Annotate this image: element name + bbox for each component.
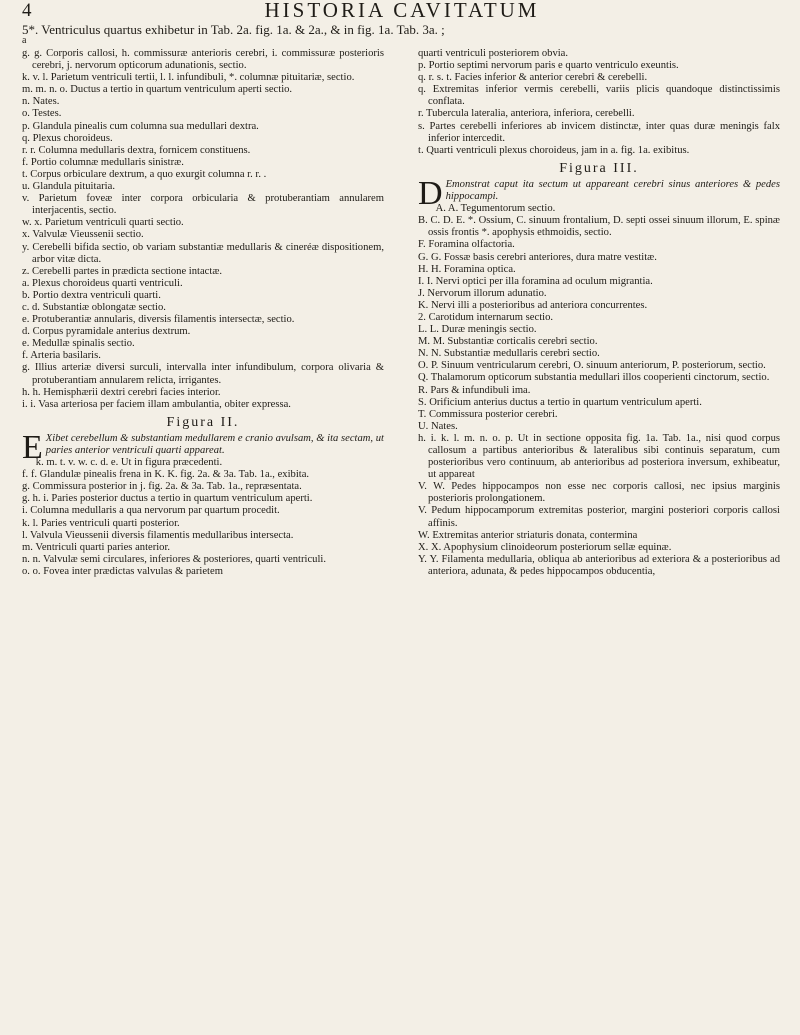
legend-entry: y. Cerebelli bifida sectio, ob variam substantiæ medullaris & cineréæ dispositionem, arbor vitæ dicta. <box>22 241 384 265</box>
legend-entry: e. Protuberantiæ annularis, diversis filamentis intersectæ, sectio. <box>22 314 295 326</box>
left-entry-list <box>22 48 384 411</box>
legend-entry: d. Corpus pyramidale anterius dextrum. <box>22 326 191 338</box>
legend-entry: T. Commissura posterior cerebri. <box>418 408 558 420</box>
right-entry-list <box>418 48 780 157</box>
figure2-heading: Figura II. <box>166 414 240 430</box>
legend-entry: h. h. Hemisphærii dextri cerebri facies interior. <box>22 386 221 398</box>
legend-entry: J. Nervorum illorum adunatio. <box>418 287 547 299</box>
legend-entry: x. Valvulæ Vieussenii sectio. <box>22 229 144 241</box>
legend-entry: p. Portio septimi nervorum paris e quarto ventriculo exeuntis. <box>418 60 679 72</box>
legend-entry: h. i. k. l. m. n. o. p. Ut in sectione opposita fig. 1a. Tab. 1a., nisi quod corpus callosum a partibus anterioribus & lateralibus sibi continuis separatum, cum posterioribus vero continuum, ab anterioribus ad posteriora inversum, exhibeatur, ut appareat <box>418 432 780 481</box>
legend-entry: Y. Y. Filamenta medullaria, obliqua ab anterioribus ad exteriora & a posterioribus ad anteriora, adunata, & pedes hippocampos obducentia, <box>418 553 780 577</box>
intro-line: 5*. Ventriculus quartus exhibetur in Tab. 2a. fig. 1a. & 2a., & in fig. 1a. Tab. 3a. ; <box>22 22 445 37</box>
legend-entry: i. Columna medullaris a qua nervorum par quartum procedit. <box>22 505 280 517</box>
legend-entry: 2. Carotidum internarum sectio. <box>418 311 554 323</box>
page-number: 4 <box>22 0 32 21</box>
legend-entry: z. Cerebelli partes in prædicta sectione intactæ. <box>22 265 223 277</box>
legend-entry: k. m. t. v. w. c. d. e. Ut in figura præcedenti. <box>35 457 223 469</box>
figure3-heading: Figura III. <box>559 160 639 176</box>
legend-entry: q. Extremitas inferior vermis cerebelli, variis plicis quandoque distinctissimis conflata. <box>418 84 780 108</box>
legend-entry: t. Quarti ventriculi plexus choroideus, jam in a. fig. 1a. exibitus. <box>418 144 690 156</box>
legend-entry: L. L. Duræ meningis sectio. <box>418 324 537 336</box>
legend-entry: k. v. l. Parietum ventriculi tertii, l. l. infundibuli, *. columnæ pituitariæ, sectio. <box>22 72 355 84</box>
legend-entry: f. f. Glandulæ pinealis frena in K. K. fig. 2a. & 3a. Tab. 1a., exibita. <box>22 469 310 481</box>
legend-entry: w. x. Parietum ventriculi quarti sectio. <box>22 217 184 229</box>
legend-entry: f. Arteria basilaris. <box>22 350 101 362</box>
legend-entry: n. Nates. <box>22 96 60 108</box>
legend-entry: k. l. Paries ventriculi quarti posterior. <box>22 517 180 529</box>
legend-entry: O. P. Sinuum ventricularum cerebri, O. sinuum anteriorum, P. posteriorum, sectio. <box>418 360 766 372</box>
legend-entry: t. Corpus orbiculare dextrum, a quo exurgit columna r. r. . <box>22 168 267 180</box>
legend-entry: W. Extremitas anterior striaturis donata, contermina <box>418 529 638 541</box>
legend-entry: I. I. Nervi optici per illa foramina ad oculum migrantia. <box>418 275 653 287</box>
legend-entry: a. Plexus choroideus quarti ventriculi. <box>22 277 183 289</box>
legend-entry: s. Partes cerebelli inferiores ab invicem distinctæ, inter quas duræ meningis falx inferior intercedit. <box>418 120 780 144</box>
legend-entry: M. M. Substantiæ corticalis cerebri sectio. <box>418 336 598 348</box>
legend-entry: S. Orificium anterius ductus a tertio in quartum ventriculum aperti. <box>418 396 702 408</box>
legend-entry: f. Portio columnæ medullaris sinistræ. <box>22 156 184 168</box>
legend-entry: p. Glandula pinealis cum columna sua medullari dextra. <box>22 120 259 132</box>
legend-entry: q. Plexus choroideus. <box>22 132 113 144</box>
legend-entry: o. Testes. <box>22 108 62 120</box>
legend-entry: N. N. Substantiæ medullaris cerebri sectio. <box>418 348 600 360</box>
figure3-entry-list <box>418 203 780 578</box>
legend-entry: r. Tubercula lateralia, anteriora, inferiora, cerebelli. <box>418 108 635 120</box>
right-column <box>418 48 780 578</box>
legend-entry: quarti ventriculi posteriorem obvia. <box>418 48 569 59</box>
legend-entry: q. r. s. t. Facies inferior & anterior cerebri & cerebelli. <box>418 72 648 84</box>
legend-entry: R. Pars & infundibuli ima. <box>418 384 531 396</box>
legend-entry: m. m. n. o. Ductus a tertio in quartum ventriculum aperti sectio. <box>22 84 293 96</box>
legend-entry: i. i. Vasa arteriosa per faciem illam ambulantia, obiter expressa. <box>22 398 291 410</box>
legend-entry: b. Portio dextra ventriculi quarti. <box>22 289 161 301</box>
drop-cap-d: D <box>418 174 443 212</box>
legend-entry: v. Parietum foveæ inter corpora orbicularia & protuberantiam annularem interjacentis, sectio. <box>22 193 384 217</box>
legend-entry: o. o. Fovea inter prædictas valvulas & parietem <box>22 565 223 577</box>
legend-entry: g. g. Corporis callosi, h. commissuræ anterioris cerebri, i. commissuræ posterioris cerebri, j. nervorum opticorum adunationis, sectio. <box>22 48 384 72</box>
page-header <box>22 0 782 22</box>
legend-entry: V. W. Pedes hippocampos non esse nec corporis callosi, nec ipsius marginis posterioris prolongationem. <box>418 481 780 505</box>
legend-entry: l. Valvula Vieussenii diversis filamentis medullaribus intersecta. <box>22 529 294 541</box>
legend-entry: U. Nates. <box>418 420 458 432</box>
legend-entry: B. C. D. E. *. Ossium, C. sinuum frontalium, D. septi ossei sinuum illorum, E. spinæ ossis frontis *. apophysis ethmoidis, sectio. <box>418 215 780 239</box>
legend-entry: c. d. Substantiæ oblongatæ sectio. <box>22 301 166 313</box>
left-column <box>22 48 384 578</box>
figure3-intro: D Emonstrat caput ita sectum ut appareant cerebri sinus anteriores & pedes hippocampi. <box>418 174 780 212</box>
legend-entry: u. Glandula pituitaria. <box>22 181 115 193</box>
legend-entry: K. Nervi illi a posterioribus ad anteriora concurrentes. <box>418 299 648 311</box>
intro-mark: a <box>22 35 27 46</box>
legend-entry: Q. Thalamorum opticorum substantia medullari illos cooperienti cinctorum, sectio. <box>418 372 770 384</box>
drop-cap-e: E <box>22 428 43 466</box>
legend-entry: V. Pedum hippocamporum extremitas posterior, margini posteriori corporis callosi affinis. <box>418 505 780 529</box>
legend-entry: r. r. Columna medullaris dextra, fornicem constituens. <box>22 144 251 156</box>
legend-entry: g. Illius arteriæ diversi surculi, intervalla inter infundibulum, corpora olivaria & protuberantiam annularem relicta, irrigantes. <box>22 362 384 386</box>
legend-entry: e. Medullæ spinalis sectio. <box>22 338 135 350</box>
legend-entry: F. Foramina olfactoria. <box>418 239 515 251</box>
legend-entry: H. H. Foramina optica. <box>418 263 516 275</box>
figure2-intro: E Xibet cerebellum & substantiam medullarem e cranio avulsam, & ita sectam, ut paries anterior ventriculi quarti appareat. <box>22 428 384 466</box>
figure2-entry-list <box>22 457 384 578</box>
legend-entry: A. A. Tegumentorum sectio. <box>435 203 556 215</box>
legend-entry: g. Commissura posterior in j. fig. 2a. & 3a. Tab. 1a., repræsentata. <box>22 481 302 493</box>
legend-entry: m. Ventriculi quarti paries anterior. <box>22 541 171 553</box>
legend-entry: n. n. Valvulæ semi circulares, inferiores & posteriores, quarti ventriculi. <box>22 553 327 565</box>
running-title: HISTORIA CAVITATUM <box>264 0 540 22</box>
legend-entry: X. X. Apophysium clinoideorum posteriorum sellæ equinæ. <box>418 541 672 553</box>
legend-entry: G. G. Fossæ basis cerebri anteriores, dura matre vestitæ. <box>418 251 657 263</box>
legend-entry: g. h. i. Paries posterior ductus a tertio in quartum ventriculum aperti. <box>22 493 313 505</box>
